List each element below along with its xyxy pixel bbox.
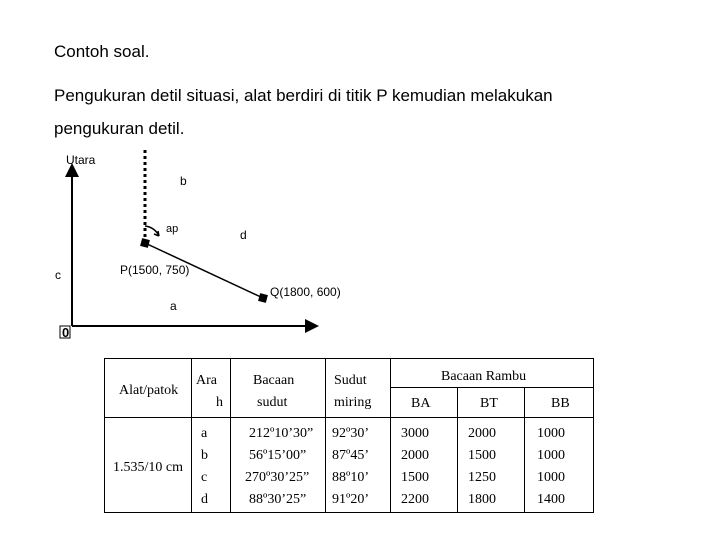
bb-row-3: 1000 (537, 470, 565, 485)
bb-row-1: 1000 (537, 426, 565, 441)
ba-row-4: 2200 (401, 492, 429, 507)
header-bt: BT (480, 396, 498, 411)
miring-row-2: 87º45’ (332, 448, 370, 463)
header-sudut-miring-1: Sudut (334, 373, 367, 388)
angle-label: ap (166, 223, 179, 235)
point-d-label: d (240, 228, 247, 242)
header-bb: BB (551, 396, 570, 411)
bt-row-3: 1250 (468, 470, 496, 485)
bt-row-4: 1800 (468, 492, 496, 507)
measurement-table (104, 358, 594, 513)
point-b-label: b (180, 174, 187, 188)
miring-row-4: 91º20’ (332, 492, 370, 507)
sudut-row-3: 270º30’25” (245, 470, 310, 485)
header-arah-1: Ara (196, 373, 217, 388)
header-bacaan-rambu: Bacaan Rambu (441, 369, 527, 384)
miring-cell (326, 418, 391, 513)
problem-text-line-2: pengukuran detil. (54, 119, 185, 138)
point-p-marker (140, 238, 150, 248)
bb-cell (525, 418, 594, 513)
north-label: Utara (66, 153, 96, 167)
ba-row-1: 3000 (401, 426, 429, 441)
sudut-row-2: 56º15’00” (249, 448, 307, 463)
instrument-cell (105, 418, 192, 513)
header-bacaan-sudut-cell (231, 359, 326, 418)
problem-text-line-1: Pengukuran detil situasi, alat berdiri di titik P kemudian melakukan (54, 86, 553, 105)
header-bb-cell (525, 388, 594, 418)
header-arah-2: h (216, 395, 223, 410)
header-ba-cell (391, 388, 458, 418)
origin-label: 0 (62, 325, 70, 340)
arah-row-4: d (201, 492, 208, 507)
sudut-row-1: 212º10’30” (249, 426, 314, 441)
miring-row-1: 92º30’ (332, 426, 370, 441)
header-bacaan-sudut-1: Bacaan (253, 373, 295, 388)
point-q-marker (258, 293, 268, 303)
header-bacaan-rambu-cell (391, 359, 594, 388)
arah-cell (192, 418, 231, 513)
header-sudut-miring-2: miring (334, 395, 372, 410)
arah-row-3: c (201, 470, 208, 485)
ba-row-3: 1500 (401, 470, 429, 485)
page-title: Contoh soal. (54, 42, 150, 61)
bt-row-1: 2000 (468, 426, 496, 441)
header-ba: BA (411, 396, 431, 411)
header-sudut-miring-cell (326, 359, 391, 418)
sudut-cell (231, 418, 326, 513)
point-a-label: a (170, 299, 177, 313)
arah-row-1: a (201, 426, 208, 441)
sudut-row-4: 88º30’25” (249, 492, 307, 507)
point-q-label: Q(1800, 600) (270, 285, 341, 299)
header-arah-cell (192, 359, 231, 418)
header-alat-cell (105, 359, 192, 418)
bt-cell (458, 418, 525, 513)
point-c-label: c (55, 268, 61, 282)
header-bt-cell (458, 388, 525, 418)
bt-row-2: 1500 (468, 448, 496, 463)
ba-row-2: 2000 (401, 448, 429, 463)
ba-cell (391, 418, 458, 513)
header-bacaan-sudut-2: sudut (257, 395, 288, 410)
point-p-label: P(1500, 750) (120, 263, 190, 277)
bb-row-4: 1400 (537, 492, 565, 507)
arah-row-2: b (201, 448, 208, 463)
instrument-value: 1.535/10 cm (113, 460, 183, 475)
header-alat: Alat/patok (119, 383, 179, 398)
bb-row-2: 1000 (537, 448, 565, 463)
miring-row-3: 88º10’ (332, 470, 370, 485)
